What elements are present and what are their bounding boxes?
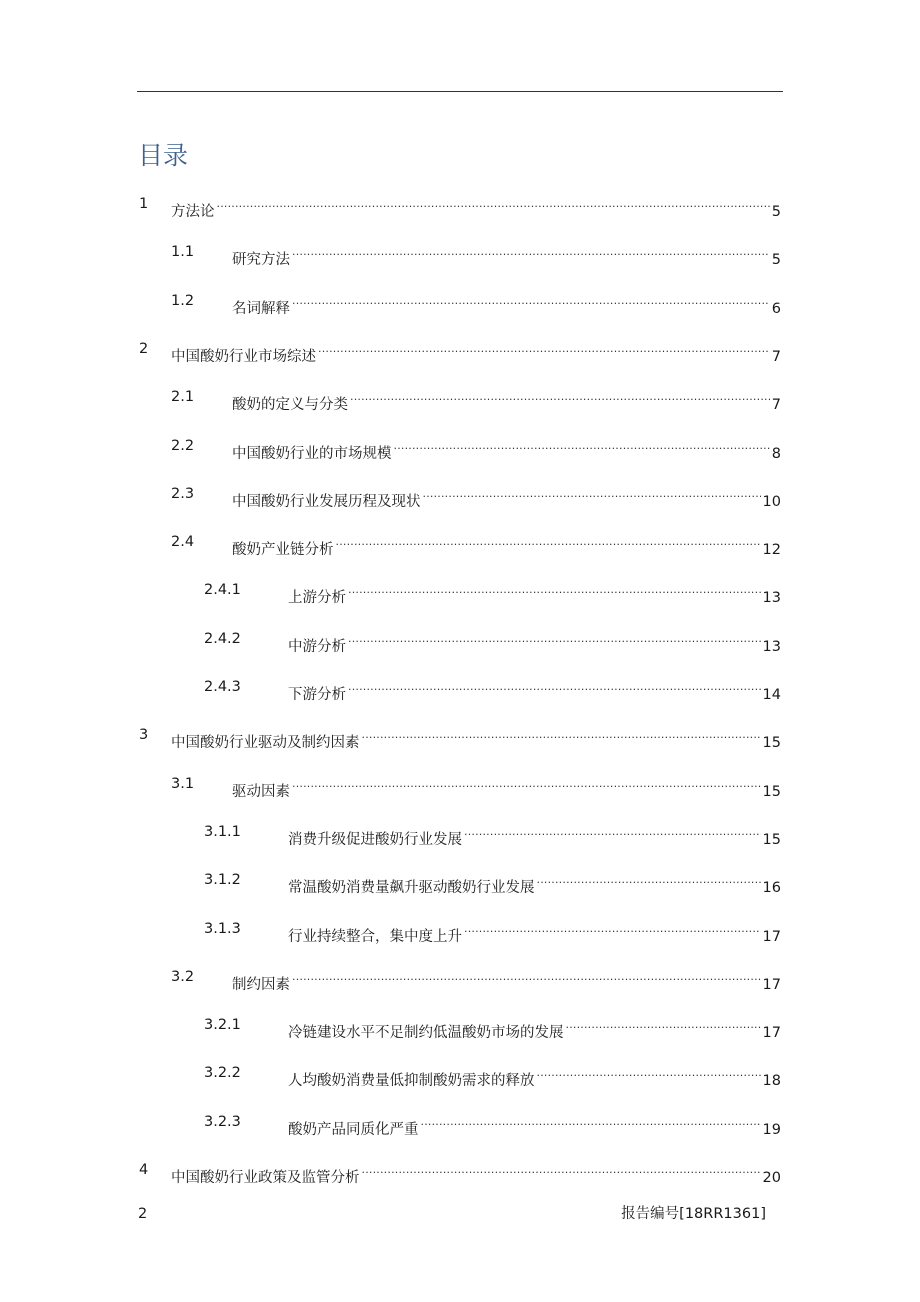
- toc-entry[interactable]: [0, 772, 920, 800]
- toc-dot-leader: [336, 530, 761, 554]
- toc-dot-leader: [464, 917, 761, 941]
- toc-dot-leader: [292, 965, 761, 989]
- toc-entry-number: 3.1.1: [204, 823, 241, 840]
- toc-entry-title: 制约因素: [232, 976, 290, 993]
- toc-entry[interactable]: [0, 482, 920, 510]
- toc-entry[interactable]: [0, 1013, 920, 1042]
- toc-entry-page: 5: [771, 204, 781, 220]
- toc-entry-number: 3.2.2: [204, 1065, 241, 1082]
- toc-entry-page: 15: [762, 783, 781, 800]
- toc-entry-page: 10: [762, 493, 781, 510]
- toc-entry[interactable]: [0, 385, 920, 414]
- toc-entry-page: 5: [771, 252, 781, 269]
- toc-entry-page: 13: [762, 638, 781, 655]
- toc-entry[interactable]: [0, 289, 920, 317]
- toc-dot-leader: [318, 337, 770, 361]
- toc-entry-number: 2.1: [171, 389, 195, 406]
- toc-entry[interactable]: [0, 240, 920, 269]
- toc-entry-number: 1.2: [171, 292, 195, 309]
- toc-entry-title: 上游分析: [288, 590, 346, 607]
- toc-entry-page: 19: [762, 1121, 781, 1138]
- toc-entry-number: 2.3: [171, 485, 195, 502]
- toc-entry-number: 2.4.3: [204, 679, 241, 695]
- toc-dot-leader: [292, 240, 770, 264]
- toc-heading: 目录: [138, 141, 189, 170]
- toc-entry-number: 2: [139, 340, 149, 357]
- toc-entry-page: 7: [771, 348, 781, 365]
- toc-entry-page: 20: [762, 1170, 781, 1186]
- toc-entry-title: 酸奶产品同质化严重: [288, 1121, 419, 1138]
- toc-entry-title: 中国酸奶行业政策及监管分析: [171, 1170, 360, 1186]
- toc-entry-title: 方法论: [171, 204, 215, 220]
- toc-entry-title: 行业持续整合，集中度上升: [288, 928, 462, 945]
- toc-entry[interactable]: [0, 627, 920, 655]
- toc-entry-number: 3.2.1: [204, 1017, 241, 1034]
- toc-entry-page: 13: [762, 590, 781, 607]
- toc-entry-number: 3.1.2: [204, 872, 241, 889]
- toc-entry-page: 15: [762, 735, 781, 752]
- toc-entry-number: 4: [139, 1162, 149, 1178]
- toc-entry[interactable]: [0, 578, 920, 607]
- toc-dot-leader: [348, 675, 761, 699]
- toc-dot-leader: [566, 1013, 761, 1037]
- toc-entry-page: 12: [762, 542, 781, 559]
- toc-dot-leader: [394, 434, 770, 458]
- toc-entry[interactable]: [0, 820, 920, 848]
- toc-dot-leader: [348, 627, 761, 651]
- toc-entry-title: 冷链建设水平不足制约低温酸奶市场的发展: [288, 1025, 564, 1042]
- toc-dot-leader: [217, 192, 770, 216]
- toc-entry-page: 8: [771, 445, 781, 462]
- toc-dot-leader: [350, 385, 770, 409]
- toc-entry[interactable]: [0, 868, 920, 897]
- toc-dot-leader: [537, 1061, 761, 1085]
- toc-entry-page: 16: [762, 880, 781, 897]
- toc-entry-number: 2.2: [171, 437, 195, 454]
- toc-entry-number: 1.1: [171, 244, 195, 261]
- toc-entry-number: 3.1: [171, 775, 195, 792]
- toc-entry[interactable]: [0, 723, 920, 752]
- toc-entry-title: 酸奶的定义与分类: [232, 397, 348, 414]
- toc-entry-page: 14: [762, 687, 781, 703]
- toc-entry-page: 17: [762, 1025, 781, 1042]
- toc-entry-title: 消费升级促进酸奶行业发展: [288, 831, 462, 848]
- toc-entry-title: 驱动因素: [232, 783, 290, 800]
- toc-entry-number: 2.4.1: [204, 582, 241, 599]
- toc-dot-leader: [292, 289, 770, 313]
- toc-entry-title: 研究方法: [232, 252, 290, 269]
- toc-entry-number: 2.4: [171, 534, 195, 551]
- toc-entry[interactable]: [0, 337, 920, 365]
- toc-dot-leader: [362, 723, 761, 747]
- toc-entry-page: 7: [771, 397, 781, 414]
- toc-entry-number: 3.2.3: [204, 1113, 241, 1130]
- toc-entry[interactable]: [0, 434, 920, 462]
- toc-entry-title: 中游分析: [288, 638, 346, 655]
- footer-report-id: 报告编号[18RR1361]: [621, 1206, 766, 1222]
- toc-dot-leader: [537, 868, 761, 892]
- toc-entry-title: 中国酸奶行业驱动及制约因素: [171, 735, 360, 752]
- toc-dot-leader: [292, 772, 761, 796]
- toc-entry[interactable]: [0, 965, 920, 993]
- toc-entry-title: 中国酸奶行业发展历程及现状: [232, 493, 421, 510]
- toc-dot-leader: [464, 820, 761, 844]
- toc-entry-page: 18: [762, 1073, 781, 1090]
- toc-entry-page: 15: [762, 831, 781, 848]
- toc-entry-title: 名词解释: [232, 300, 290, 317]
- toc-entry-title: 酸奶产业链分析: [232, 542, 334, 559]
- toc-entry-number: 2.4.2: [204, 630, 241, 647]
- toc-entry-number: 1: [139, 196, 149, 212]
- toc-entry-number: 3.1.3: [204, 920, 241, 937]
- toc-dot-leader: [362, 1158, 761, 1182]
- footer-page-number: 2: [138, 1206, 148, 1222]
- toc-dot-leader: [421, 1110, 761, 1134]
- toc-entry[interactable]: [0, 917, 920, 945]
- toc-entry[interactable]: [0, 1061, 920, 1090]
- toc-entry-title: 人均酸奶消费量低抑制酸奶需求的释放: [288, 1073, 535, 1090]
- toc-entry[interactable]: [0, 192, 920, 220]
- toc-entry-number: 3.2: [171, 968, 195, 985]
- toc-entry-number: 3: [139, 727, 149, 744]
- toc-entry-title: 中国酸奶行业市场综述: [171, 348, 316, 365]
- toc-entry-title: 下游分析: [288, 687, 346, 703]
- toc-entry-page: 17: [762, 928, 781, 945]
- toc-entry[interactable]: [0, 1110, 920, 1138]
- toc-entry-title: 常温酸奶消费量飙升驱动酸奶行业发展: [288, 880, 535, 897]
- toc-dot-leader: [423, 482, 761, 506]
- toc-entry[interactable]: [0, 1158, 920, 1186]
- toc-entry[interactable]: [0, 530, 920, 559]
- toc-entry-page: 17: [762, 976, 781, 993]
- toc-entry-title: 中国酸奶行业的市场规模: [232, 445, 392, 462]
- toc-entry-page: 6: [771, 300, 781, 317]
- toc-entry[interactable]: [0, 675, 920, 703]
- toc-dot-leader: [348, 578, 761, 602]
